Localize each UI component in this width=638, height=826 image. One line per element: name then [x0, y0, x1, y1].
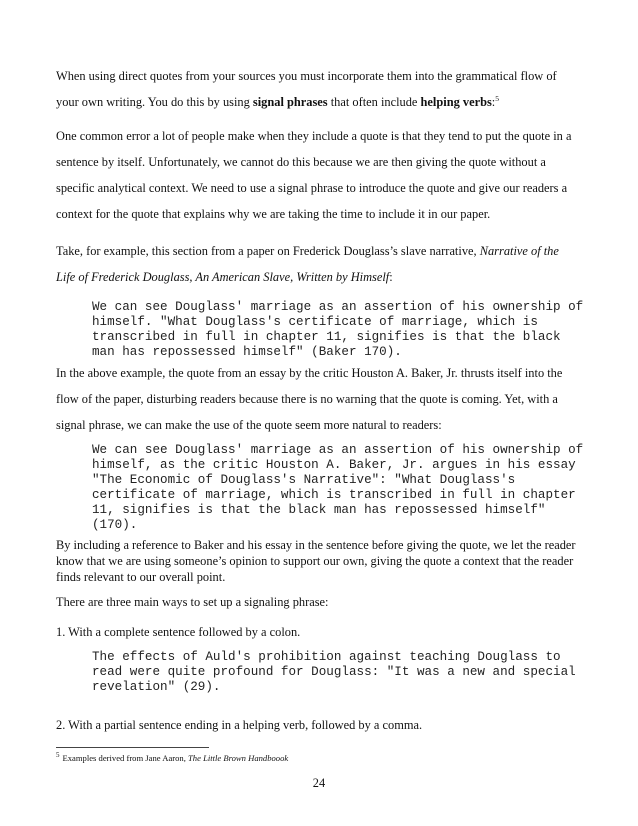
- text-line: specific analytical context. We need to use a signal phrase to introduce the quote and give our readers a: [56, 181, 568, 195]
- quote-line: (170).: [92, 518, 138, 532]
- quote-line: We can see Douglass' marriage as an assertion of his ownership of: [92, 443, 584, 457]
- paragraph-three-ways: [56, 594, 586, 610]
- block-quote-colon-example: [92, 650, 592, 695]
- footnote: [56, 753, 288, 763]
- text-line: One common error a lot of people make when they include a quote is that they tend to put the quote in a: [56, 129, 572, 143]
- paragraph-signal-phrases: [56, 68, 586, 120]
- bold-term-signal-phrases: signal phrases: [252, 95, 328, 109]
- text-line: flow of the paper, disturbing readers because there is no warning that the quote is coming. Yet, with a: [56, 392, 558, 406]
- text-line: signal phrase, we can make the use of the quote seem more natural to readers:: [56, 418, 442, 432]
- text-line: [56, 94, 586, 120]
- paragraph-common-error: [56, 128, 586, 232]
- text-line: 1. With a complete sentence followed by a colon.: [56, 625, 301, 639]
- text-line: know that we are using someone’s opinion to support our own, giving the quote a context that the reader: [56, 554, 574, 568]
- quote-line: himself. "What Douglass's certificate of marriage, which is: [92, 315, 538, 329]
- footnote-text: Examples derived from Jane Aaron,: [62, 753, 189, 763]
- paragraph-above-example: [56, 365, 586, 443]
- text-line: [56, 243, 586, 269]
- text-line: There are three main ways to set up a signaling phrase:: [56, 595, 329, 609]
- text-run: Take, for example, this section from a paper on Frederick Douglass’s slave narrative,: [56, 244, 480, 258]
- quote-line: The effects of Auld's prohibition against teaching Douglass to: [92, 650, 561, 664]
- text-run: that often include: [327, 95, 421, 109]
- book-title: Narrative of the: [479, 244, 559, 258]
- block-quote-with-signal: [92, 443, 592, 533]
- bold-term-helping-verbs: helping verbs: [420, 95, 492, 109]
- quote-line: read were quite profound for Douglass: "It was a new and special: [92, 665, 576, 679]
- quote-line: man has repossessed himself" (Baker 170).: [92, 345, 402, 359]
- footnote-mark: 5: [56, 751, 60, 759]
- footnote-reference: 5: [495, 94, 499, 103]
- text-line: context for the quote that explains why we are taking the time to include it in our paper.: [56, 207, 491, 221]
- text-line: In the above example, the quote from an essay by the critic Houston A. Baker, Jr. thrusts itself into the: [56, 366, 563, 380]
- text-run: :: [389, 270, 393, 284]
- text-line: [56, 269, 586, 295]
- quote-line: transcribed in full in chapter 11, signifies is that the black: [92, 330, 561, 344]
- text-line: By including a reference to Baker and his essay in the sentence before giving the quote, we let the reader: [56, 538, 576, 552]
- list-item-complete-sentence: [56, 624, 586, 640]
- text-run: your own writing. You do this by using: [56, 95, 253, 109]
- paragraph-example-intro: [56, 243, 586, 295]
- book-title: Life of Frederick Douglass, An American Slave, Written by Himself: [56, 270, 390, 284]
- quote-line: "The Economic of Douglass's Narrative": "What Douglass's: [92, 473, 516, 487]
- text-line: sentence by itself. Unfortunately, we cannot do this because we are then giving the quote without a: [56, 155, 546, 169]
- quote-line: himself, as the critic Houston A. Baker, Jr. argues in his essay: [92, 458, 576, 472]
- quote-line: We can see Douglass' marriage as an assertion of his ownership of: [92, 300, 584, 314]
- quote-line: certificate of marriage, which is transcribed in full in chapter: [92, 488, 576, 502]
- quote-line: 11, signifies is that the black man has repossessed himself": [92, 503, 546, 517]
- text-run: :: [491, 95, 496, 109]
- text-line: When using direct quotes from your sources you must incorporate them into the grammatical flow of: [56, 69, 557, 83]
- page-number: 24: [312, 776, 326, 790]
- text-line: finds relevant to our overall point.: [56, 570, 226, 584]
- footnote-book-title: The Little Brown Handboook: [188, 753, 289, 763]
- footnote-separator: [56, 747, 209, 748]
- paragraph-including-reference: [56, 537, 586, 585]
- block-quote-without-signal: [92, 300, 592, 360]
- list-item-partial-sentence: [56, 717, 586, 733]
- text-line: 2. With a partial sentence ending in a helping verb, followed by a comma.: [56, 718, 423, 732]
- quote-line: revelation" (29).: [92, 680, 221, 694]
